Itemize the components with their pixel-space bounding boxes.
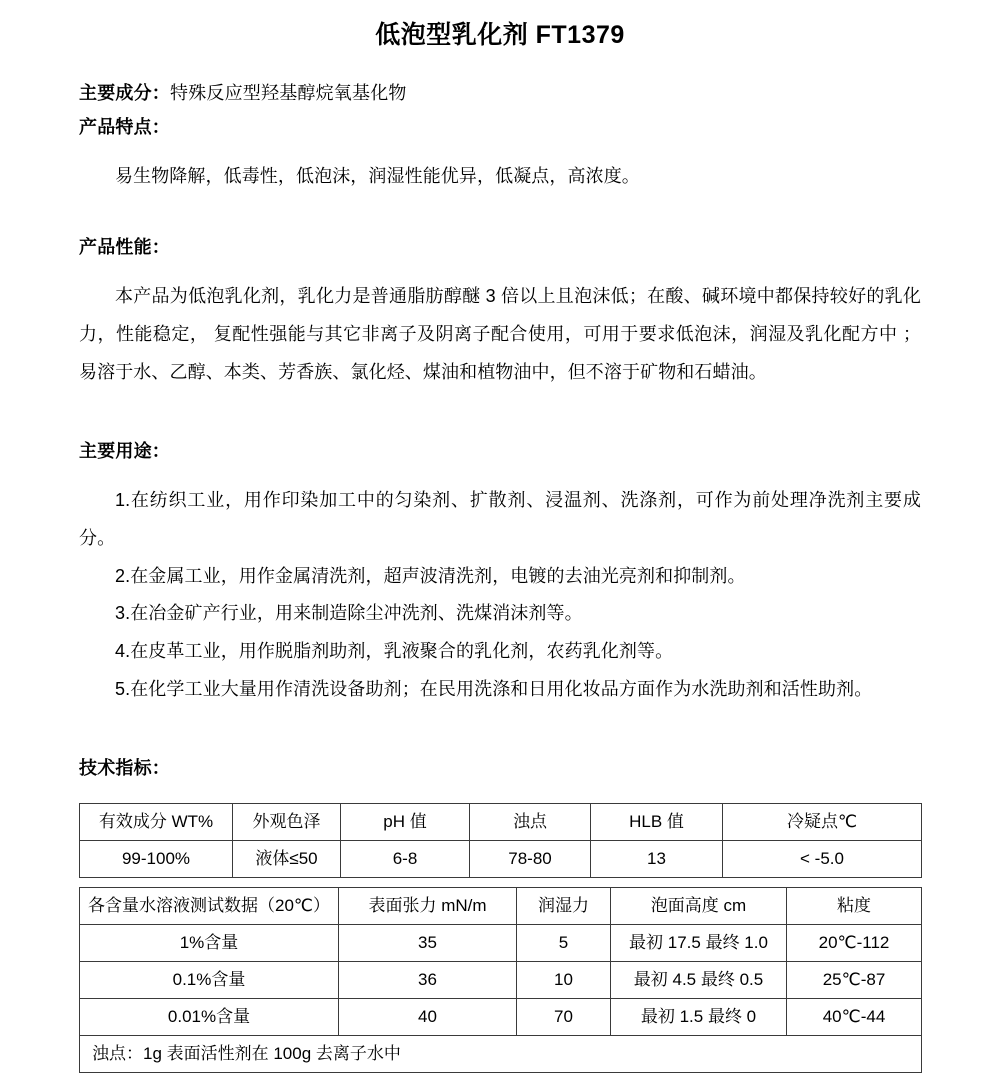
table-solution-data [79, 887, 922, 1073]
spacer [79, 468, 921, 482]
table-header-cell: 粘度 [787, 887, 922, 924]
table-header-cell: 有效成分 WT% [80, 803, 233, 840]
table-header-cell: pH 值 [341, 803, 470, 840]
spacer [79, 392, 921, 434]
table-row [80, 1035, 922, 1072]
table-cell: 78-80 [470, 840, 591, 877]
table-cell: 6-8 [341, 840, 470, 877]
table-cell: 最初 1.5 最终 0 [611, 998, 787, 1035]
features-heading: 产品特点： [79, 117, 170, 138]
uses-item-4: 4.在皮革工业，用作脱脂剂助剂，乳液聚合的乳化剂，农药乳化剂等。 [115, 641, 674, 662]
table-cell: 1%含量 [80, 924, 339, 961]
table-main-specs [79, 803, 922, 878]
spacer [79, 144, 921, 158]
table-cell: 最初 17.5 最终 1.0 [611, 924, 787, 961]
table-header-cell: 润湿力 [517, 887, 611, 924]
performance-heading: 产品性能： [79, 237, 170, 258]
table-cell: 20℃-112 [787, 924, 922, 961]
table-header-cell: 表面张力 mN/m [339, 887, 517, 924]
uses-item-2: 2.在金属工业，用作金属清洗剂，超声波清洗剂，电镀的去油光亮剂和抑制剂。 [115, 565, 746, 586]
ingredient-block [79, 50, 921, 110]
uses-item-5: 5.在化学工业大量用作清洗设备助剂；在民用洗涤和日用化妆品方面作为水洗助剂和活性助剂。 [115, 678, 873, 699]
table-cell: 70 [517, 998, 611, 1035]
performance-text: 本产品为低泡乳化剂，乳化力是普通脂肪醇醚 3 倍以上且泡沫低；在酸、碱环境中都保持较好的乳化力，性能稳定， 复配性强能与其它非离子及阴离子配合使用，可用于要求低泡沫，润湿及乳化配方中 ；易溶于水、乙醇、本类、芳香族、氯化烃、煤油和植物油中，但不溶于矿物和石蜡油。 [79, 286, 921, 382]
spacer [79, 709, 921, 751]
table-row [80, 840, 922, 877]
ingredient-line [79, 76, 921, 110]
specs-heading: 技术指标： [79, 757, 170, 778]
table-footnote-cell: 浊点：1g 表面活性剂在 100g 去离子水中 [80, 1035, 922, 1072]
uses-item-1: 1.在纺织工业，用作印染加工中的匀染剂、扩散剂、浸温剂、洗涤剂，可作为前处理净洗剂主要成分。 [79, 489, 921, 548]
table-cell: 液体≤50 [233, 840, 341, 877]
table-cell: 10 [517, 961, 611, 998]
table-cell: 0.01%含量 [80, 998, 339, 1035]
table-cell: 40℃-44 [787, 998, 922, 1035]
table-header-cell: 浊点 [470, 803, 591, 840]
features-text: 易生物降解，低毒性，低泡沫，润湿性能优异，低凝点，高浓度。 [115, 166, 640, 187]
table-row [80, 803, 922, 840]
specs-tables [0, 803, 1000, 1073]
table-row [80, 887, 922, 924]
ingredient-value: 特殊反应型羟基醇烷氧基化物 [170, 83, 407, 103]
table-cell: 36 [339, 961, 517, 998]
table-cell: 35 [339, 924, 517, 961]
table-header-cell: 泡面高度 cm [611, 887, 787, 924]
spacer [79, 264, 921, 278]
uses-heading: 主要用途： [79, 440, 170, 461]
table-cell: 25℃-87 [787, 961, 922, 998]
table-cell: 0.1%含量 [80, 961, 339, 998]
table-row [80, 961, 922, 998]
table-cell: 5 [517, 924, 611, 961]
table-header-cell: 外观色泽 [233, 803, 341, 840]
table-header-cell: 冷疑点℃ [723, 803, 922, 840]
ingredient-label: 主要成分： [79, 83, 170, 103]
table-cell: 40 [339, 998, 517, 1035]
table-cell: 最初 4.5 最终 0.5 [611, 961, 787, 998]
document-body [0, 50, 1000, 785]
table-row [80, 998, 922, 1035]
table-cell: 13 [591, 840, 723, 877]
page-title: 低泡型乳化剂 FT1379 [375, 21, 625, 49]
uses-item-3: 3.在冶金矿产行业，用来制造除尘冲洗剂、洗煤消沫剂等。 [115, 603, 583, 624]
table-header-cell: 各含量水溶液测试数据（20℃） [80, 887, 339, 924]
table-header-cell: HLB 值 [591, 803, 723, 840]
table-cell: 99-100% [80, 840, 233, 877]
table-row [80, 924, 922, 961]
spacer [79, 196, 921, 230]
table-cell: < -5.0 [723, 840, 922, 877]
